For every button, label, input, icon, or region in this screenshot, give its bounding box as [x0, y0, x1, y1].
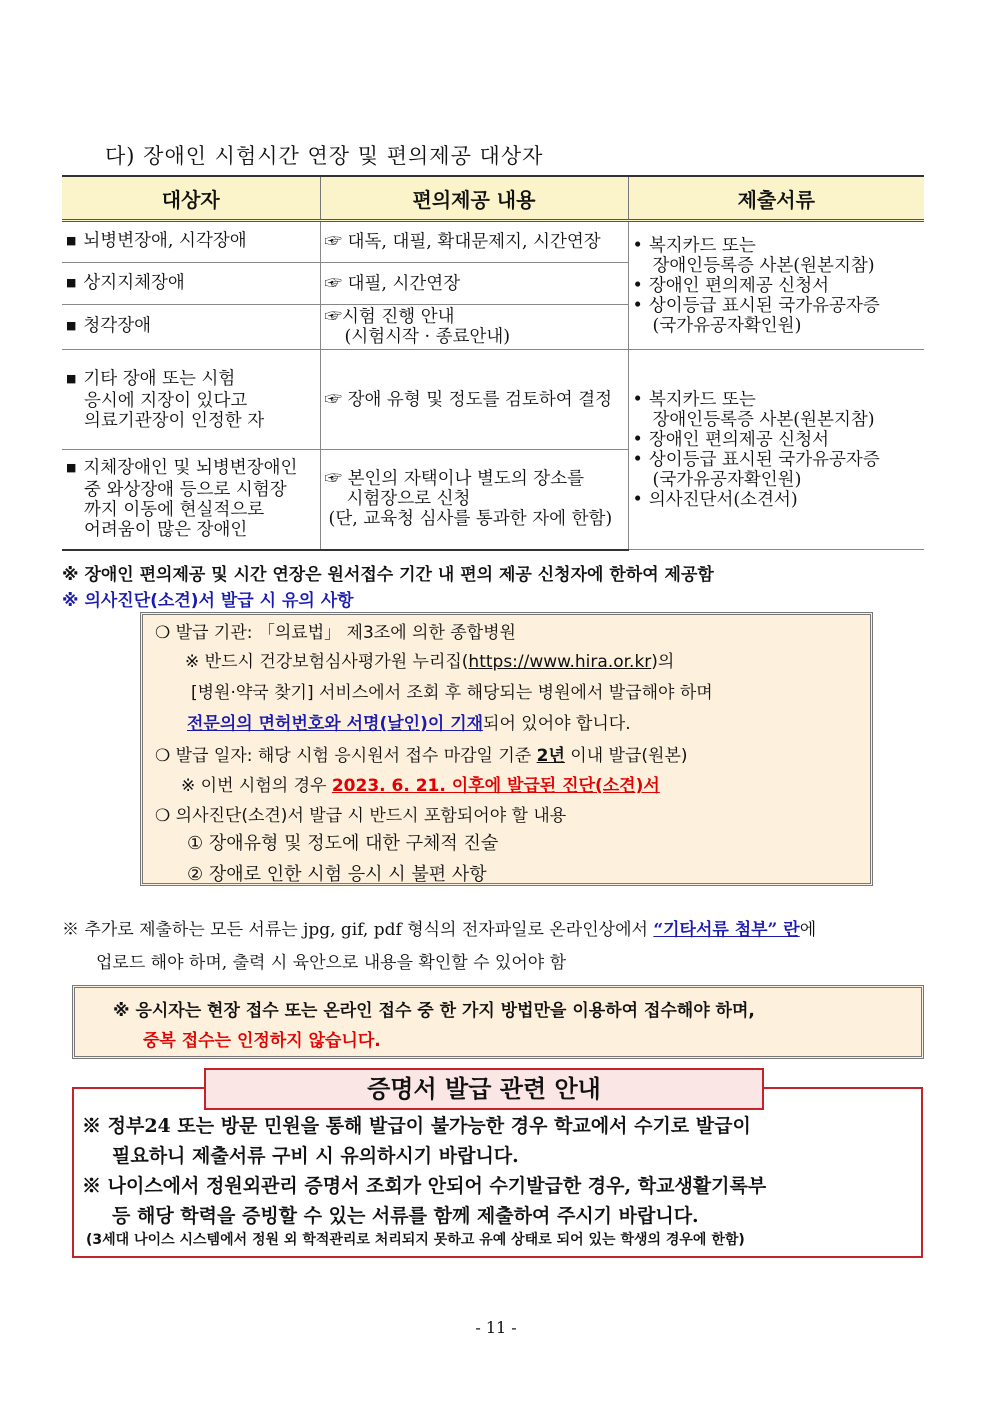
upload-note-line2: 업로드 해야 하며, 출력 시 육안으로 내용을 확인할 수 있어야 함 [96, 953, 566, 973]
documents-cell: • 복지카드 또는 장애인등록증 사본(원본지참) • 장애인 편의제공 신청서 • 상이등급 표시된 국가유공자증 (국가유공자확인원) • 의사진단서(소견서) [628, 350, 924, 550]
other-docs-attach-link[interactable]: “기타서류 첨부” 란 [653, 920, 800, 940]
required-item-1: ① 장애유형 및 정도에 대한 구체적 진술 [187, 833, 499, 854]
diagnosis-guidance-box [140, 612, 873, 886]
note-service-period: ※ 장애인 편의제공 및 시간 연장은 원서접수 기간 내 편의 제공 신청자에 한하여 제공함 [62, 565, 714, 585]
documents-cell: • 복지카드 또는 장애인등록증 사본(원본지참) • 장애인 편의제공 신청서 • 상이등급 표시된 국가유공자증 (국가유공자확인원) [628, 221, 924, 350]
duplicate-application-box: ※ 응시자는 현장 접수 또는 온라인 접수 중 한 가지 방법만을 이용하여 접수해야 하며, 중복 접수는 인정하지 않습니다. [72, 985, 924, 1059]
target-cell: ■ 청각장애 [62, 305, 320, 350]
header-target: 대상자 [62, 176, 320, 221]
header-documents: 제출서류 [628, 176, 924, 221]
table-row [62, 350, 924, 450]
target-cell: ■ 뇌병변장애, 시각장애 [62, 221, 320, 263]
upload-note-line1: ※ 추가로 제출하는 모든 서류는 jpg, gif, pdf 형식의 전자파일로 온라인상에서 “기타서류 첨부” 란에 [62, 920, 817, 940]
note-diagnosis-caution: ※ 의사진단(소견)서 발급 시 유의 사항 [62, 591, 354, 611]
target-cell: ■ 기타 장애 또는 시험 응시에 지장이 있다고 의료기관장이 인정한 자 [62, 350, 320, 450]
service-cell: ☞ 대독, 대필, 확대문제지, 시간연장 [320, 221, 628, 263]
table-row [62, 221, 924, 263]
hira-line: ※ 반드시 건강보험심사평가원 누리집(https://www.hira.or.kr)의 [185, 652, 675, 672]
header-service: 편의제공 내용 [320, 176, 628, 221]
table-header-row [62, 176, 924, 221]
certificate-notice-box: ※ 정부24 또는 방문 민원을 통해 발급이 불가능한 경우 학교에서 수기로 발급이 필요하니 제출서류 구비 시 유의하시기 바랍니다. ※ 나이스에서 정원외관리 증명서 조회가 안되어 수기발급한 경우, 학교생활기록부 등 해당 학력을 증빙할 수 있는 서류를 함께 제출하여 주시기 바랍니다. (3세대 나이스 시스템에서 정원 외 학적관리로 처리되지 못하고 유예 상태로 되어 있는 학생의 경우에 한함) [72, 1087, 923, 1258]
this-exam-line: ※ 이번 시험의 경우 2023. 6. 21. 이후에 발급된 진단(소견)서 [181, 776, 660, 796]
target-cell: ■ 지체장애인 및 뇌병변장애인 중 와상장애 등으로 시험장 까지 이동에 현실적으로 어려움이 많은 장애인 [62, 450, 320, 550]
page-number: - 11 - [475, 1318, 517, 1337]
required-item-2: ② 장애로 인한 시험 응시 시 불편 사항 [187, 864, 487, 885]
issuer-line: ❍ 발급 기관: 「의료법」 제3조에 의한 종합병원 [155, 623, 516, 643]
required-contents-line: ❍ 의사진단(소견)서 발급 시 반드시 포함되어야 할 내용 [155, 806, 567, 826]
service-cell: ☞ 장애 유형 및 정도를 검토하여 결정 [320, 350, 628, 450]
hospital-search-line: [병원·약국 찾기] 서비스에서 조회 후 해당되는 병원에서 발급해야 하며 [191, 683, 713, 703]
section-heading: 다) 장애인 시험시간 연장 및 편의제공 대상자 [105, 144, 544, 168]
target-cell: ■ 상지지체장애 [62, 263, 320, 305]
license-line: 전문의의 면허번호와 서명(날인)이 기재되어 있어야 합니다. [187, 714, 631, 734]
service-cell: ☞ 대필, 시간연장 [320, 263, 628, 305]
certificate-notice-title: 증명서 발급 관련 안내 [204, 1068, 764, 1110]
service-cell: ☞ 본인의 자택이나 별도의 장소를 시험장으로 신청 (단, 교육청 심사를 통과한 자에 한함) [320, 450, 628, 550]
issue-date-line: ❍ 발급 일자: 해당 시험 응시원서 접수 마감일 기준 2년 이내 발급(원본) [155, 746, 688, 766]
service-cell: ☞시험 진행 안내 (시험시작 · 종료안내) [320, 305, 628, 350]
hira-link[interactable]: https://www.hira.or.kr [468, 652, 652, 672]
accommodation-table [62, 175, 924, 551]
